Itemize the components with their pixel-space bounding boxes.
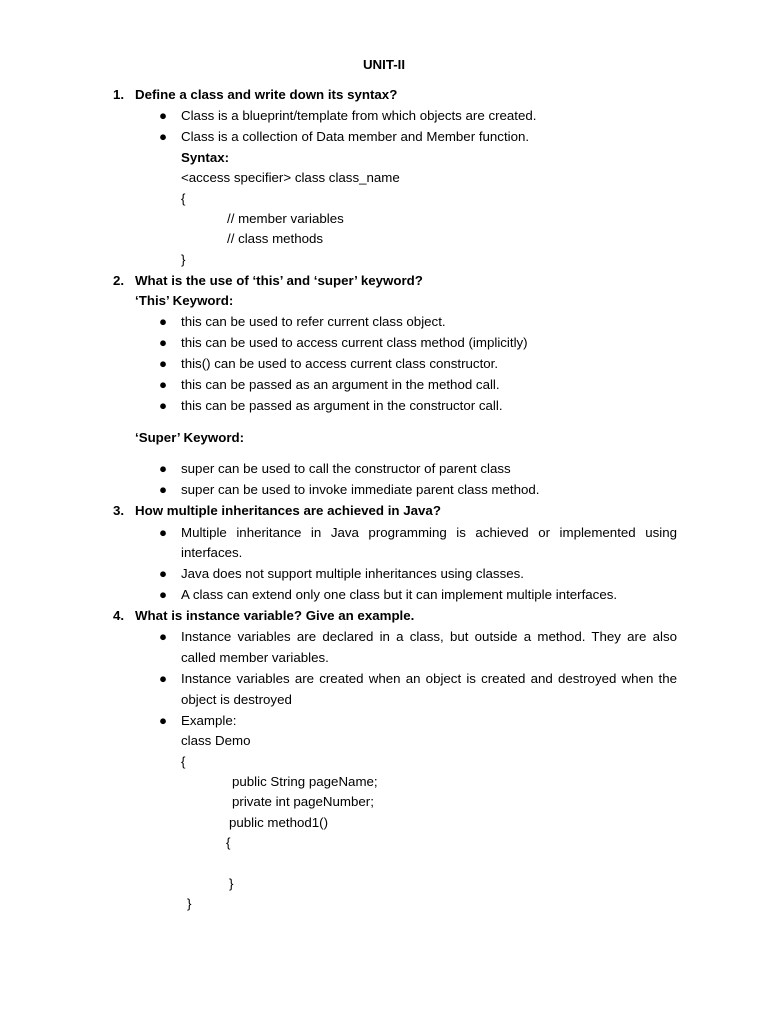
code-line: private int pageNumber;	[232, 794, 374, 809]
bullet-icon: ●	[159, 713, 168, 728]
list-item: Instance variables are declared in a class, but outside a method. They are also	[181, 629, 677, 644]
bullet-icon: ●	[159, 356, 168, 371]
code-line: {	[181, 191, 186, 206]
code-line: }	[229, 876, 234, 891]
syntax-label: Syntax:	[181, 150, 230, 165]
list-item-continuation: object is destroyed	[181, 692, 292, 707]
list-item: this can be used to refer current class object.	[181, 314, 446, 329]
bullet-icon: ●	[159, 108, 168, 123]
code-line: // class methods	[227, 231, 324, 246]
list-item: Class is a blueprint/template from which objects are created.	[181, 108, 537, 123]
question-number-4: 4.	[113, 608, 125, 623]
code-line: }	[187, 896, 192, 911]
question-3: How multiple inheritances are achieved in Java?	[135, 503, 441, 518]
list-item-continuation: called member variables.	[181, 650, 329, 665]
bullet-icon: ●	[159, 587, 168, 602]
question-number-1: 1.	[113, 87, 125, 102]
list-item: this() can be used to access current class constructor.	[181, 356, 499, 371]
list-item: A class can extend only one class but it can implement multiple interfaces.	[181, 587, 618, 602]
code-line: public String pageName;	[232, 774, 378, 789]
page-title: UNIT-II	[362, 57, 406, 72]
list-item-continuation: interfaces.	[181, 545, 243, 560]
list-item: super can be used to call the constructor of parent class	[181, 461, 511, 476]
bullet-icon: ●	[159, 335, 168, 350]
code-line: class Demo	[181, 733, 251, 748]
list-item: this can be used to access current class method (implicitly)	[181, 335, 528, 350]
super-keyword-heading: ‘Super’ Keyword:	[135, 430, 245, 445]
bullet-icon: ●	[159, 129, 168, 144]
question-number-2: 2.	[113, 273, 125, 288]
bullet-icon: ●	[159, 482, 168, 497]
list-item: this can be passed as an argument in the method call.	[181, 377, 500, 392]
list-item: this can be passed as argument in the constructor call.	[181, 398, 503, 413]
code-line: // member variables	[227, 211, 344, 226]
bullet-icon: ●	[159, 314, 168, 329]
bullet-icon: ●	[159, 398, 168, 413]
code-line: public method1()	[229, 815, 329, 830]
code-line: {	[181, 754, 186, 769]
list-item: Instance variables are created when an object is created and destroyed when the	[181, 671, 677, 686]
bullet-icon: ●	[159, 566, 168, 581]
code-line: <access specifier> class class_name	[181, 170, 400, 185]
bullet-icon: ●	[159, 525, 168, 540]
bullet-icon: ●	[159, 461, 168, 476]
list-item: super can be used to invoke immediate parent class method.	[181, 482, 540, 497]
this-keyword-heading: ‘This’ Keyword:	[135, 293, 234, 308]
question-1: Define a class and write down its syntax?	[135, 87, 398, 102]
bullet-icon: ●	[159, 377, 168, 392]
bullet-icon: ●	[159, 671, 168, 686]
code-line: }	[181, 252, 186, 267]
code-line: {	[226, 835, 231, 850]
list-item: Multiple inheritance in Java programming is achieved or implemented using	[181, 525, 677, 540]
list-item: Class is a collection of Data member and Member function.	[181, 129, 530, 144]
bullet-icon: ●	[159, 629, 168, 644]
question-4: What is instance variable? Give an example.	[135, 608, 415, 623]
list-item: Example:	[181, 713, 237, 728]
list-item: Java does not support multiple inheritances using classes.	[181, 566, 524, 581]
question-number-3: 3.	[113, 503, 125, 518]
question-2: What is the use of ‘this’ and ‘super’ keyword?	[135, 273, 423, 288]
